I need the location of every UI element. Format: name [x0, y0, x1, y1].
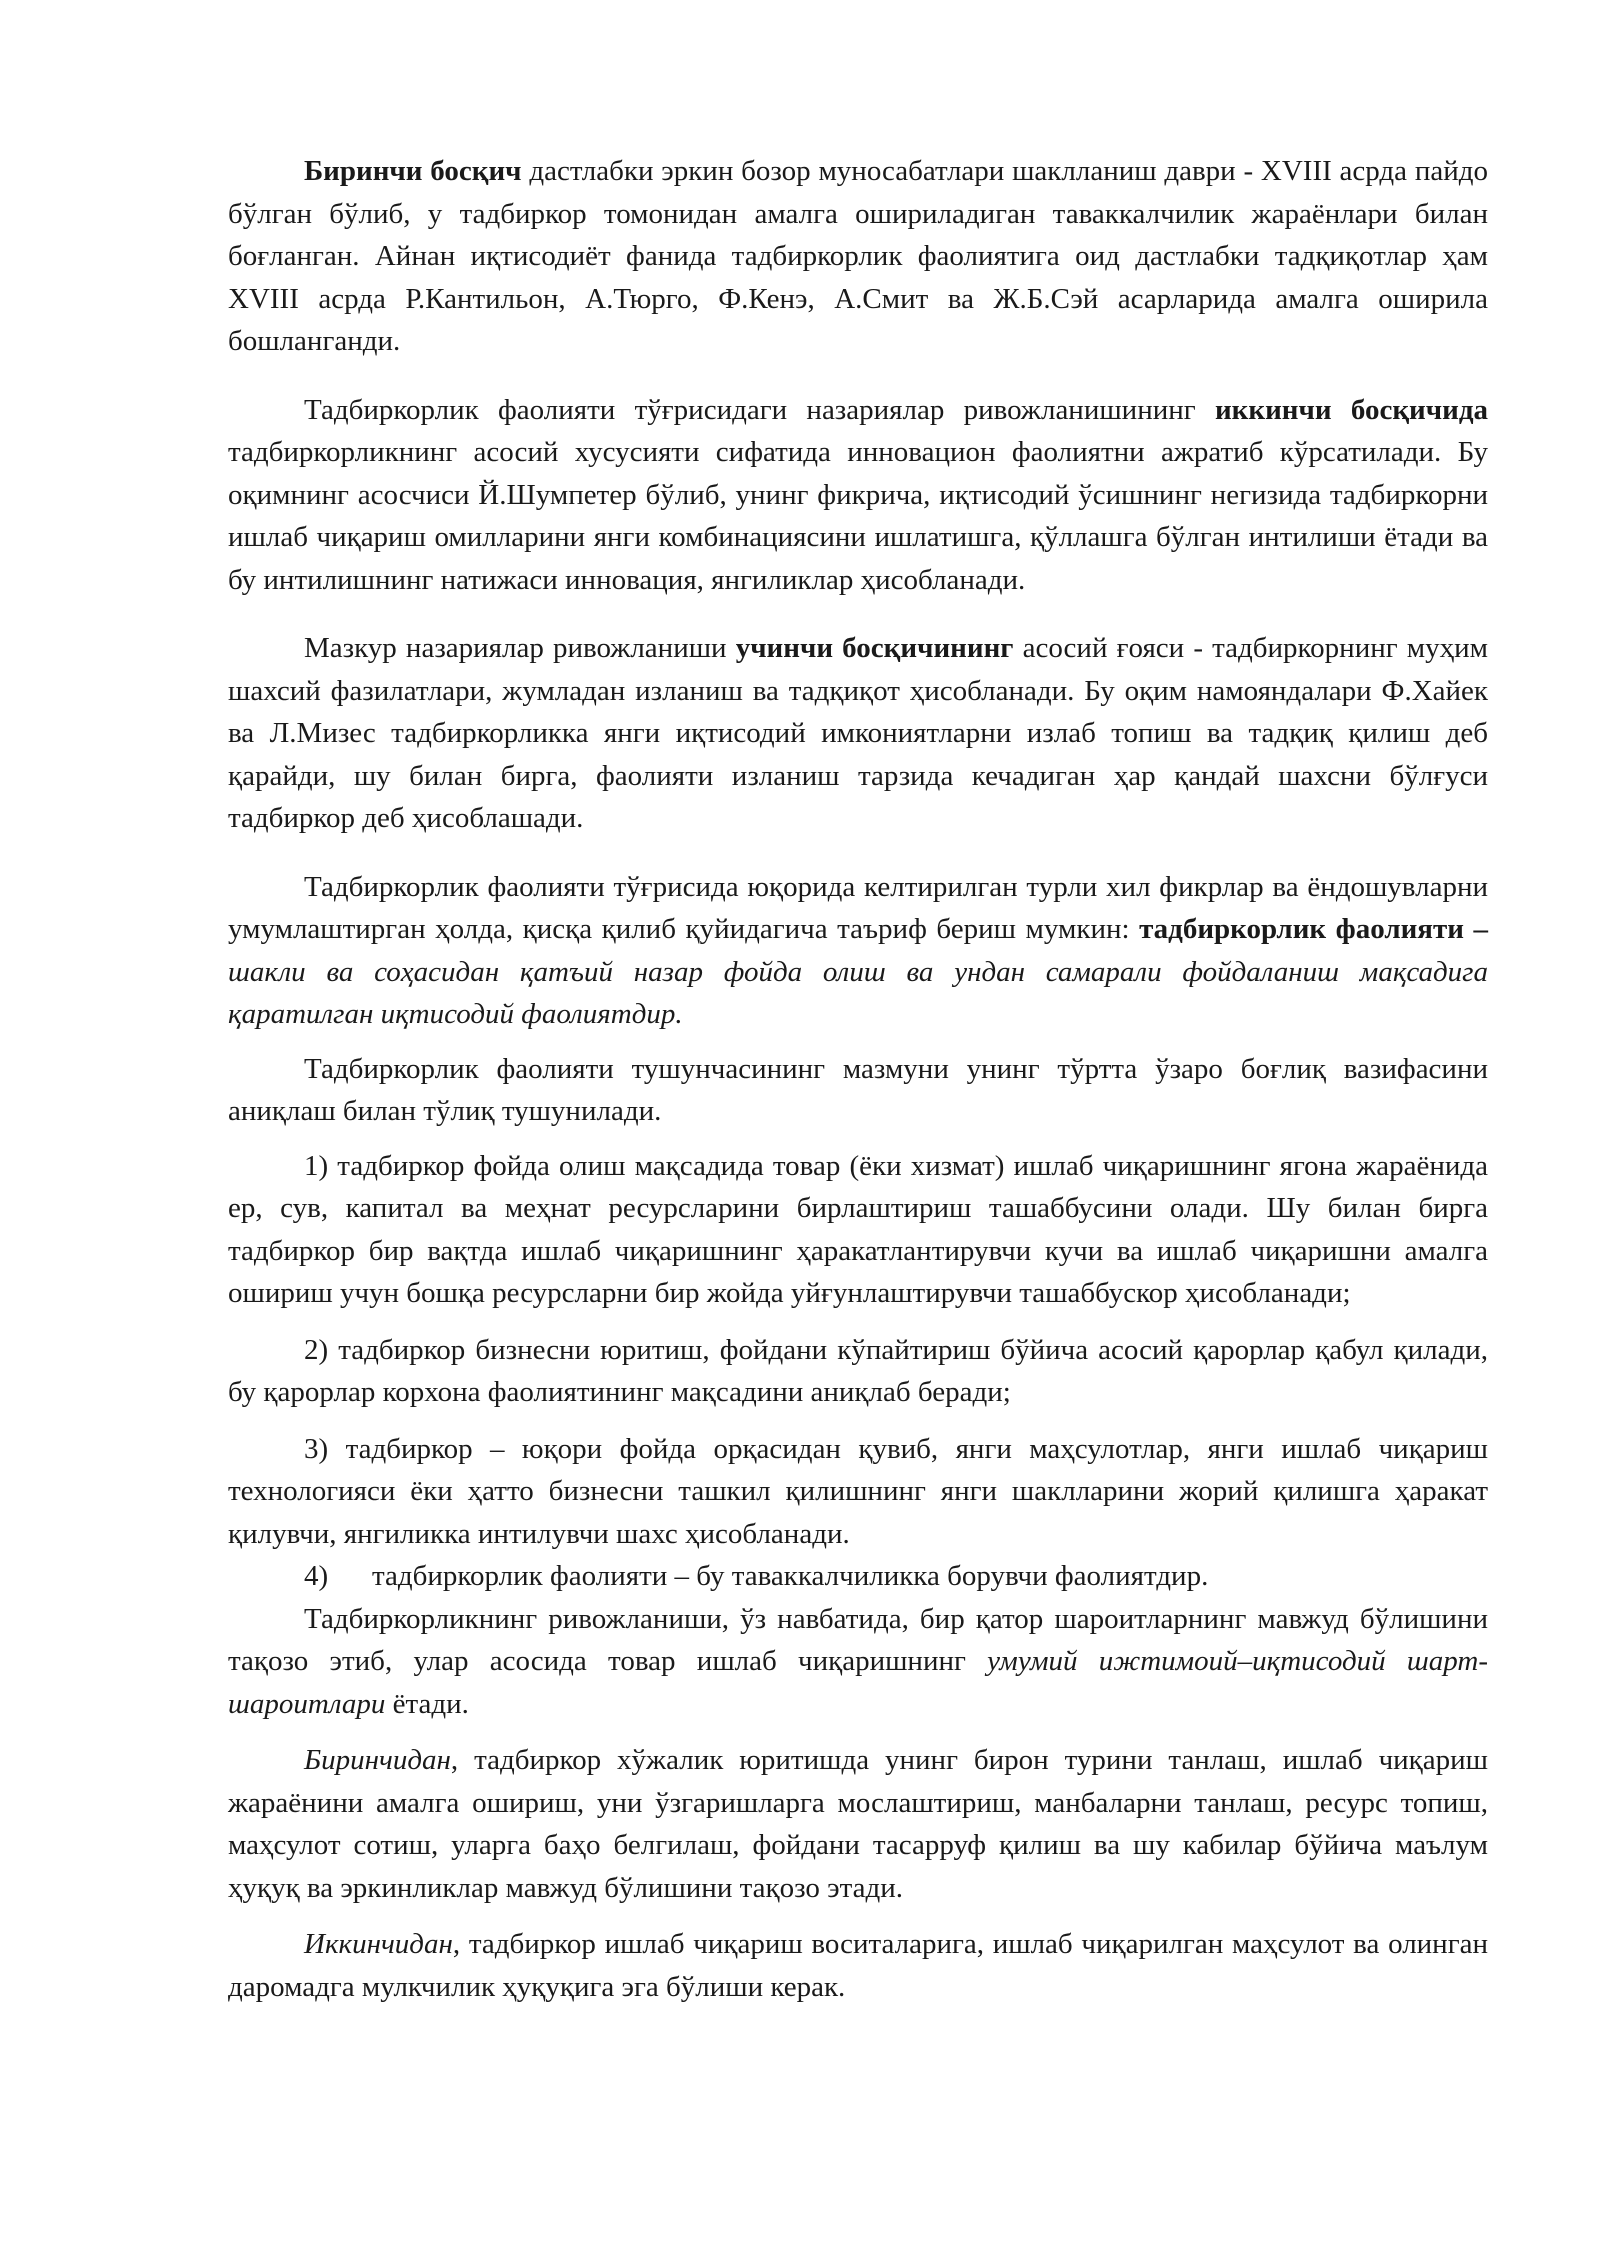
paragraph-text: асосий ғояси - тадбиркорнинг муҳим шахсий фазилатлари, жумладан изланиш ва тадқиқот ҳисобланади. Бу оқим намояндалари Ф.Хайек ва Л.Мизес тадбиркорликка янги иқтисодий имкониятларни излаб топиш ва тадқиқ қилиш деб қарайди, шу билан бирга, фаолияти изланиш тарзида кечадиган ҳар қандай шахсни бўлғуси тадбиркор деб ҳисоблашади. [228, 632, 1488, 834]
italic-term: умумий ижтимоий–иқтисодий шарт-шароитлари [228, 1645, 1488, 1720]
paragraph-text: Тадбиркорлик фаолияти тўғрисида юқорида келтирилган турли хил фикрлар ва ёндошувларни умумлаштирган ҳолда, қисқа қилиб қуйидагича таъриф бериш мумкин: [228, 870, 1488, 945]
paragraph-first-stage [228, 150, 1488, 363]
paragraph-functions-intro [228, 1048, 1488, 1133]
italic-term: Иккинчидан [304, 1928, 453, 1960]
paragraph-conditions [228, 1598, 1488, 1726]
paragraph-text: , тадбиркор хўжалик юритишда унинг бирон турини танлаш, ишлаб чиқариш жараёнини амалга ошириш, уни ўзгаришларга мослаштириш, манбаларни танлаш, ресурс топиш, маҳсулот сотиш, уларга баҳо белгилаш, фойдани тасарруф қилиш ва шу кабилар бўйича маълум ҳуқуқ ва эркинликлар мавжуд бўлишини тақозо этади. [228, 1744, 1488, 1904]
paragraph-text: Тадбиркорлик фаолияти тушунчасининг мазмуни унинг тўртта ўзаро боғлиқ вазифасини аниқлаш билан тўлиқ тушунилади. [228, 1052, 1488, 1127]
paragraph-text: Мазкур назариялар ривожланиши [304, 632, 736, 664]
list-item-4 [228, 1555, 1488, 1598]
italic-definition: шакли ва соҳасидан қатъий назар фойда олиш ва ундан самарали фойдаланиш мақсадига қаратилган иқтисодий фаолиятдир. [228, 955, 1488, 1030]
paragraph-text: тадбиркорликнинг асосий хусусияти сифатида инновацион фаолиятни ажратиб кўрсатилади. Бу оқимнинг асосчиси Й.Шумпетер бўлиб, унинг фикрича, иқтисодий ўсишнинг негизида тадбиркорни ишлаб чиқариш омилларини янги комбинациясини ишлатишга, қўллашга бўлган интилиши ётади ва бу интилишнинг натижаси инновация, янгиликлар ҳисобланади. [228, 436, 1488, 596]
paragraph-definition [228, 866, 1488, 1036]
list-item-3: 3) тадбиркор – юқори фойда орқасидан қувиб, янги маҳсулотлар, янги ишлаб чиқариш технологияси ёки ҳатто бизнесни ташкил қилишнинг янги шаклларини жорий қилишга ҳаракат қилувчи, янгиликка интилувчи шахс ҳисобланади. [228, 1432, 1488, 1550]
bold-term: Биринчи босқич [304, 155, 522, 187]
bold-term: иккинчи босқичида [1214, 393, 1488, 426]
list-item-1: 1) тадбиркор фойда олиш мақсадида товар (ёки хизмат) ишлаб чиқаришнинг ягона жараёнида ер, сув, капитал ва меҳнат ресурсларини бирлаштириш ташаббусини олади. Шу билан бирга тадбиркор бир вақтда ишлаб чиқаришнинг ҳаракатлантирувчи кучи ва ишлаб чиқаришни амалга ошириш учун бошқа ресурсларни бир жойда уйғунлаштирувчи ташаббускор ҳисобланади; [228, 1149, 1488, 1309]
paragraph-text: Тадбиркорликнинг ривожланиши, ўз навбатида, бир қатор шароитларнинг мавжуд бўлишини тақозо этиб, улар асосида товар ишлаб чиқаришнинг [228, 1602, 1488, 1677]
italic-term: Биринчидан [304, 1744, 451, 1776]
bold-term: тадбиркорлик фаолияти – [1139, 913, 1488, 945]
paragraph-second-stage [228, 389, 1488, 602]
bold-term: учинчи босқичининг [735, 632, 1014, 664]
list-item-number: 4) [304, 1560, 329, 1592]
paragraph-third-stage [228, 627, 1488, 840]
paragraph-text: Тадбиркорлик фаолияти тўғрисидаги назариялар ривожланишининг [304, 393, 1215, 426]
paragraph-text: , тадбиркор ишлаб чиқариш воситаларига, ишлаб чиқарилган маҳсулот ва олинган даромадга мулкчилик ҳуқуқига эга бўлиши керак. [228, 1928, 1488, 2003]
paragraph-text: дастлабки эркин бозор муносабатлари шаклланиш даври - XVIII асрда пайдо бўлган бўлиб, у тадбиркор томонидан амалга ошириладиган таваккалчилик жараёнлари билан боғланган. Айнан иқтисодиёт фанида тадбиркорлик фаолиятига оид дастлабки тадқиқотлар ҳам XVIII асрда Р.Кантильон, А.Тюрго, Ф.Кенэ, А.Смит ва Ж.Б.Сэй асарларида амалга оширила бошланганди. [228, 155, 1488, 357]
paragraph-firstly [228, 1739, 1488, 1909]
document-page [228, 150, 1488, 2008]
paragraph-text: ётади. [385, 1687, 469, 1720]
list-item-2: 2) тадбиркор бизнесни юритиш, фойдани кўпайтириш бўйича асосий қарорлар қабул қилади, бу қарорлар корхона фаолиятининг мақсадини аниқлаб беради; [228, 1333, 1488, 1408]
paragraph-secondly [228, 1923, 1488, 2008]
list-item-text: тадбиркорлик фаолияти – бу таваккалчиликка борувчи фаолиятдир. [372, 1560, 1209, 1592]
